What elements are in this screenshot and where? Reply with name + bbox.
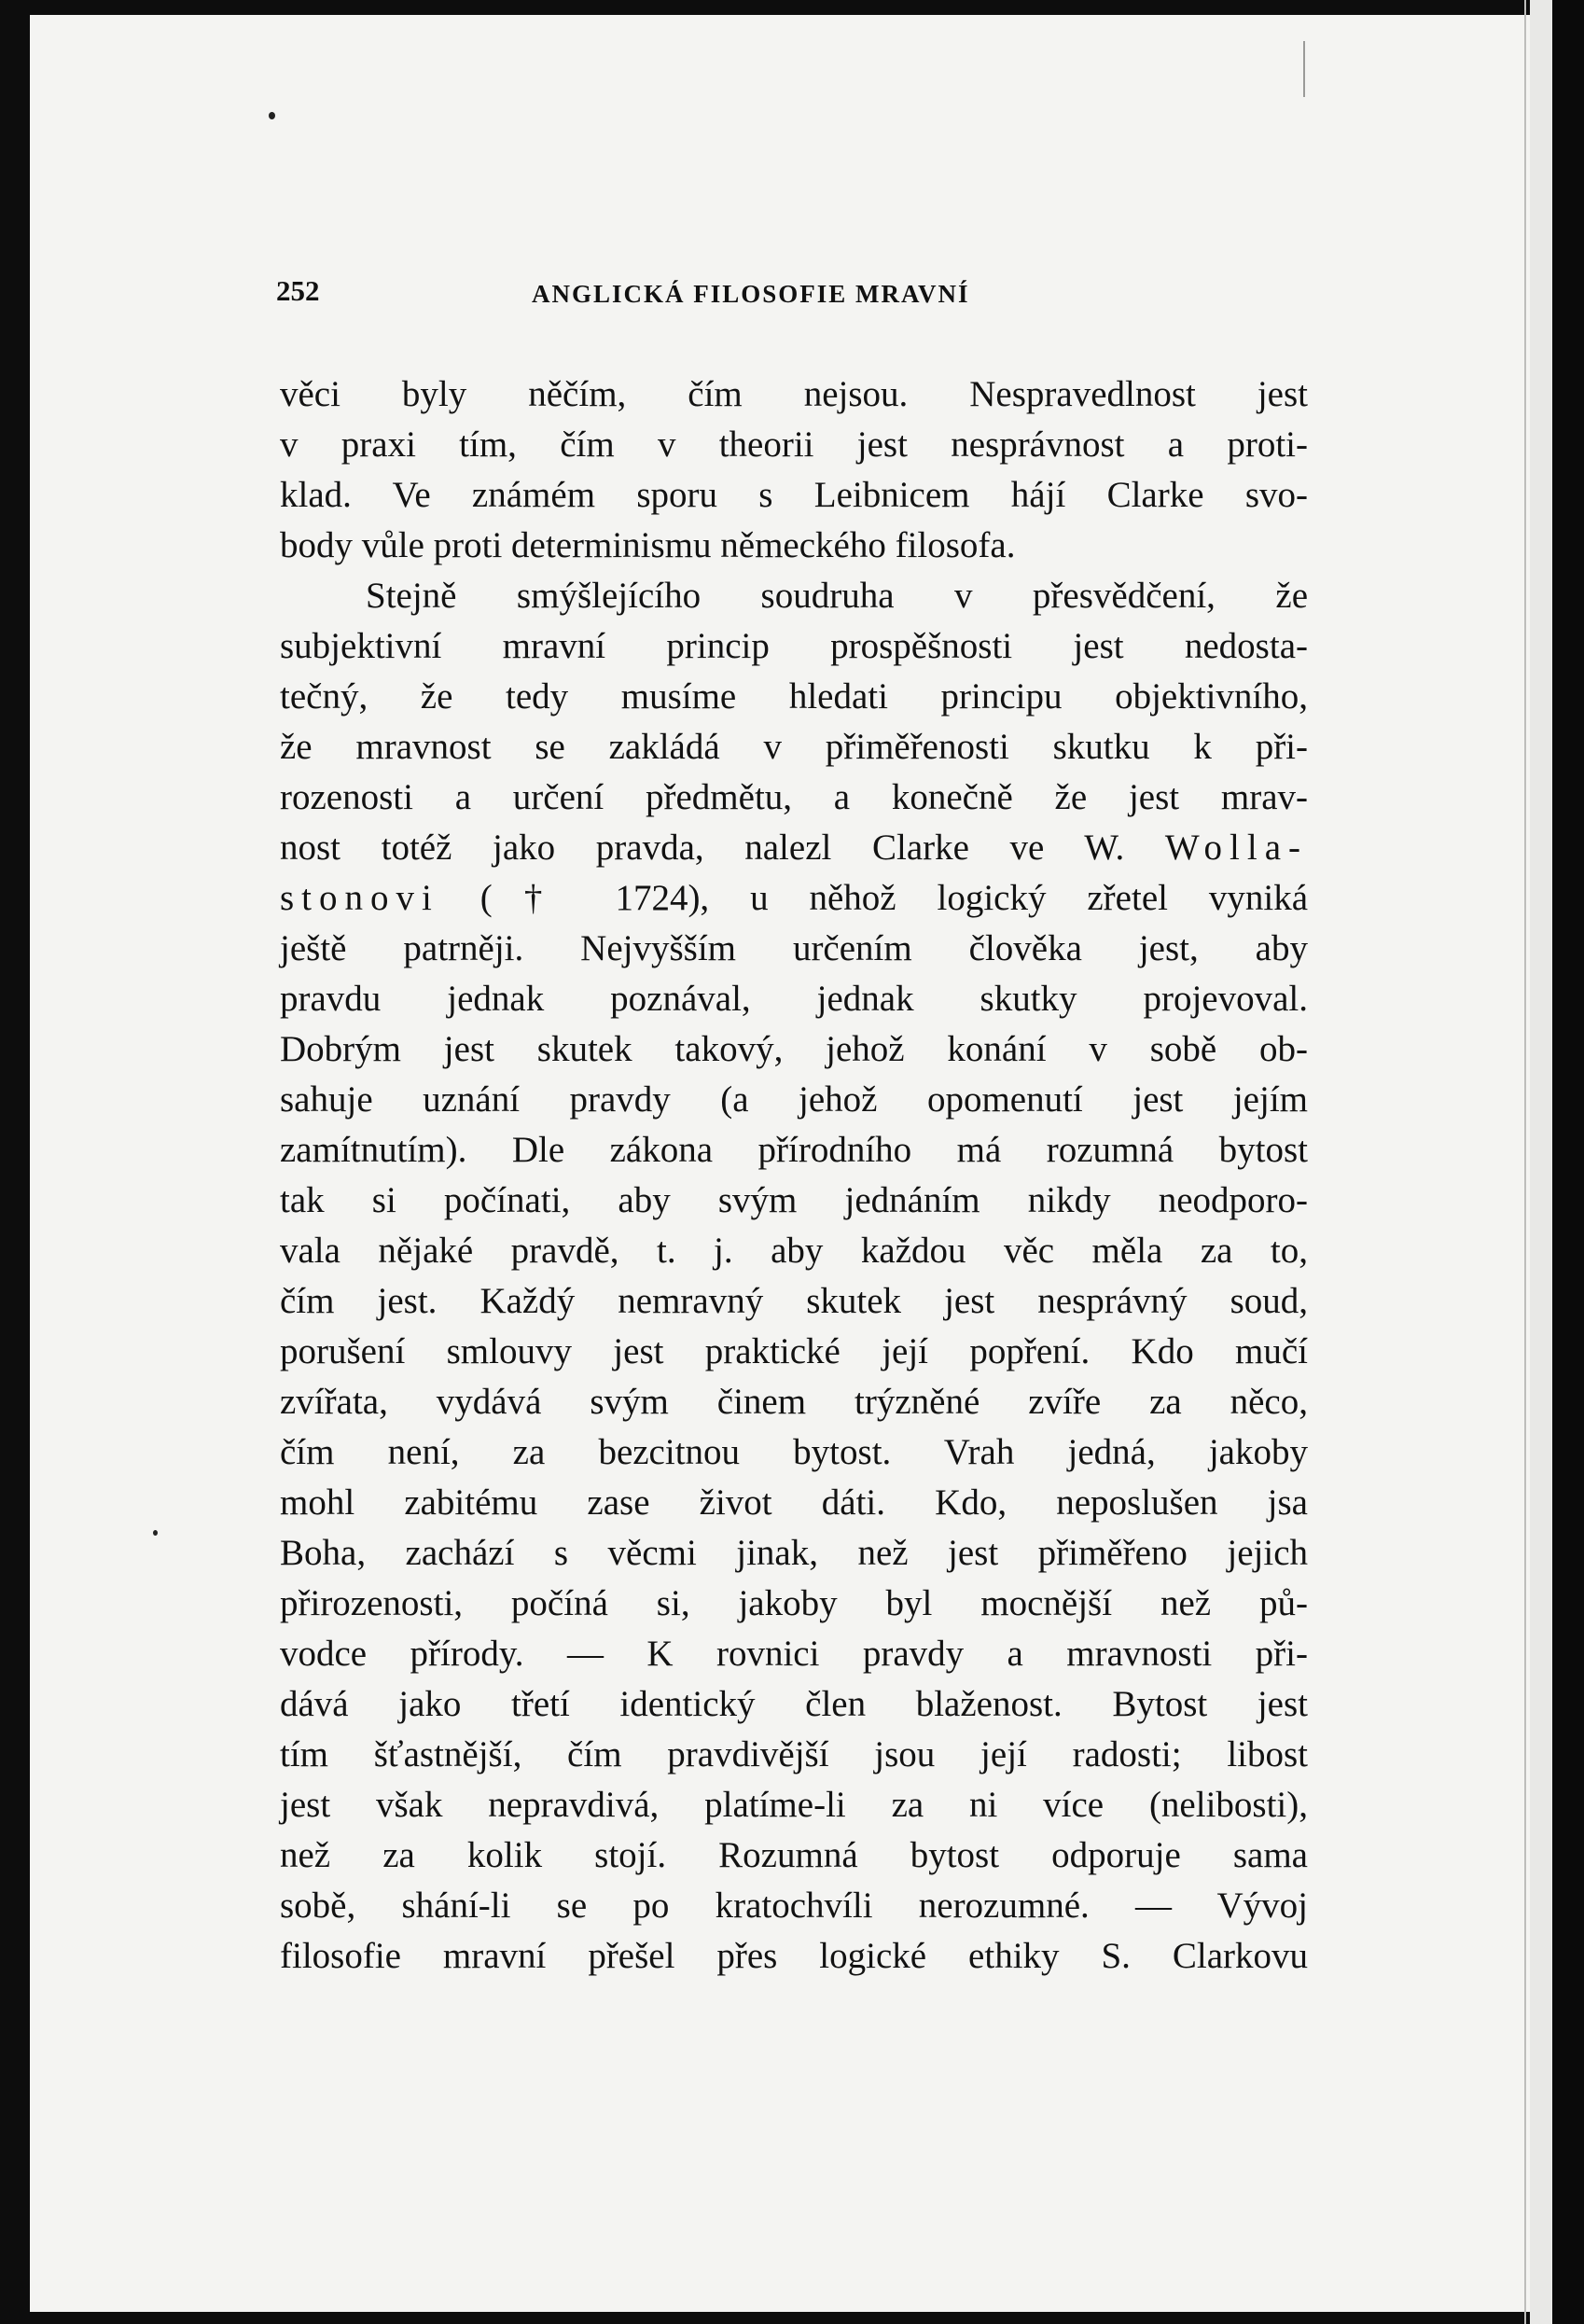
text-line: vala nějaké pravdě, t. j. aby každou věc měla za to, xyxy=(280,1231,1308,1271)
text-line: tak si počínati, aby svým jednáním nikdy neodporo- xyxy=(280,1180,1308,1220)
text-segment: († 1724), u něhož logický zřetel vyniká xyxy=(479,878,1309,918)
text-line: pravdu jednak poznával, jednak skutky projevoval. xyxy=(280,979,1308,1019)
text-line xyxy=(280,823,1308,873)
paper-crease-mark xyxy=(1303,41,1305,97)
text-line: jest však nepravdivá, platíme-li za ni více (nelibosti), xyxy=(280,1785,1308,1825)
scan-border xyxy=(1552,0,1584,2324)
body-text xyxy=(280,369,1308,1982)
text-line: subjektivní mravní princip prospěšnosti jest nedosta- xyxy=(280,626,1308,666)
text-line: přirozenosti, počíná si, jakoby byl mocnější než pů- xyxy=(280,1583,1308,1623)
text-line: v praxi tím, čím v theorii jest nesprávnost a proti- xyxy=(280,424,1308,465)
page-number: 252 xyxy=(276,274,320,307)
page-fold-line xyxy=(1524,0,1526,2324)
text-line: než za kolik stojí. Rozumná bytost odporuje sama xyxy=(280,1835,1308,1875)
ink-speck xyxy=(153,1530,158,1536)
text-line: vodce přírody. — K rovnici pravdy a mravnosti při- xyxy=(280,1634,1308,1674)
text-line: dává jako třetí identický člen blaženost. Bytost jest xyxy=(280,1684,1308,1724)
text-line: sahuje uznání pravdy (a jehož opomenutí jest jejím xyxy=(280,1079,1308,1120)
text-line: tečný, že tedy musíme hledati principu objektivního, xyxy=(280,676,1308,717)
text-line xyxy=(280,873,1308,924)
text-line: že mravnost se zakládá v přiměřenosti skutku k při- xyxy=(280,727,1308,767)
page-edge xyxy=(1530,0,1552,2324)
text-line: Dobrým jest skutek takový, jehož konání v sobě ob- xyxy=(280,1029,1308,1069)
text-line: filosofie mravní přešel přes logické ethiky S. Clarkovu xyxy=(280,1936,1308,1976)
text-segment: nost totéž jako pravda, nalezl Clarke ve W. xyxy=(280,828,1125,868)
text-line: rozenosti a určení předmětu, a konečně že jest mrav- xyxy=(280,777,1308,817)
text-line: ještě patrněji. Nejvyšším určením člověka jest, aby xyxy=(280,928,1308,968)
ink-speck xyxy=(269,112,275,119)
running-head: ANGLICKÁ FILOSOFIE MRAVNÍ xyxy=(532,280,970,308)
spaced-name: Wolla- xyxy=(1164,828,1309,868)
spaced-name: stonovi xyxy=(280,878,439,918)
text-line: sobě, shání-li se po kratochvíli nerozumné. — Vývoj xyxy=(280,1886,1308,1926)
text-line: zvířata, vydává svým činem trýzněné zvíře za něco, xyxy=(280,1382,1308,1422)
text-line: mohl zabitému zase život dáti. Kdo, neposlušen jsa xyxy=(280,1482,1308,1523)
text-line: Stejně smýšlejícího soudruha v přesvědčení, že xyxy=(366,576,1308,616)
text-line: klad. Ve známém sporu s Leibnicem hájí Clarke svo- xyxy=(280,475,1308,515)
text-line: zamítnutím). Dle zákona přírodního má rozumná bytost xyxy=(280,1130,1308,1170)
page-header xyxy=(276,274,1310,321)
text-line: čím jest. Každý nemravný skutek jest nesprávný soud, xyxy=(280,1281,1308,1321)
text-line: body vůle proti determinismu německého filosofa. xyxy=(280,525,1016,565)
text-line: věci byly něčím, čím nejsou. Nespravedlnost jest xyxy=(280,374,1308,414)
text-line: porušení smlouvy jest praktické její popření. Kdo mučí xyxy=(280,1331,1308,1371)
text-line: tím šťastnější, čím pravdivější jsou její radosti; libost xyxy=(280,1734,1308,1774)
text-line: Boha, zachází s věcmi jinak, než jest přiměřeno jejich xyxy=(280,1533,1308,1573)
text-line: čím není, za bezcitnou bytost. Vrah jedná, jakoby xyxy=(280,1432,1308,1472)
